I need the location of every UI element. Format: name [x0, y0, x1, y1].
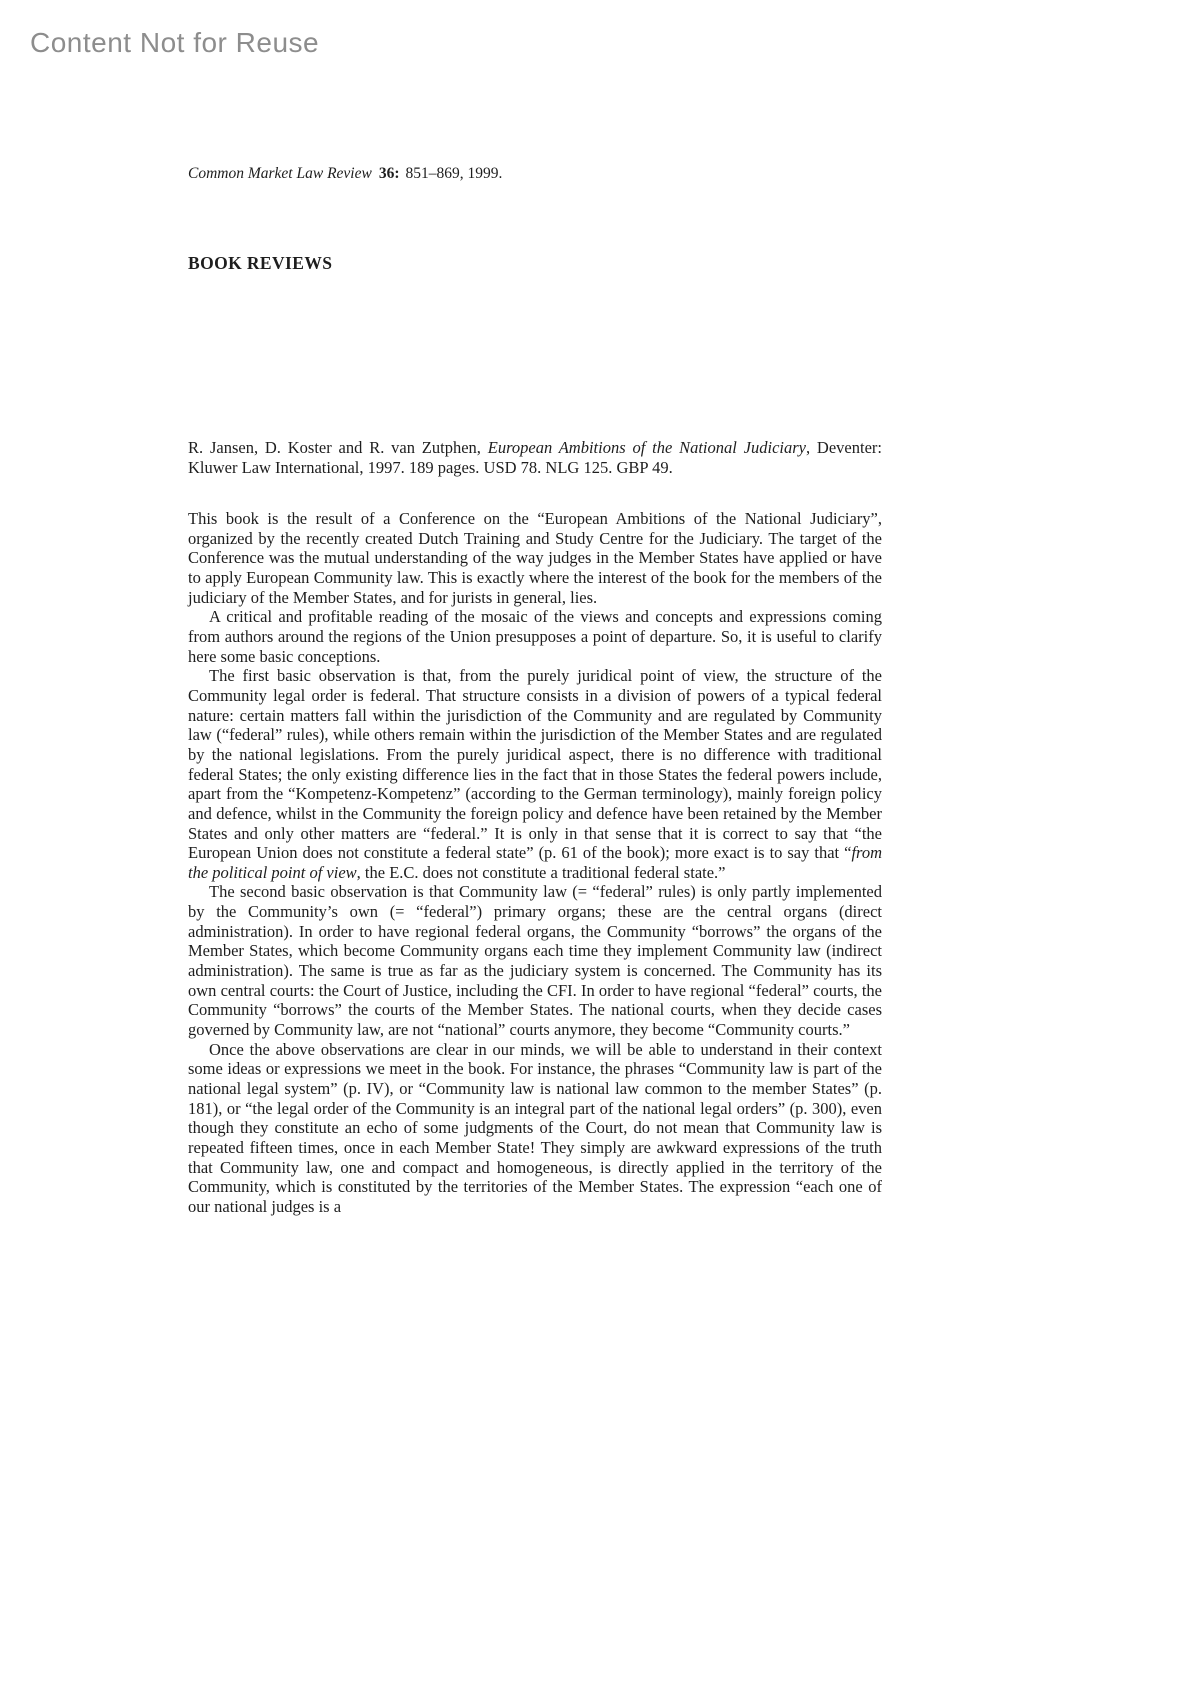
review-body: [188, 509, 882, 1217]
italic-text-segment: from the political point of view: [188, 843, 882, 882]
review-paragraph: [188, 666, 882, 882]
citation-authors: R. Jansen, D. Koster and R. van Zutphen,: [188, 438, 488, 457]
text-segment: A critical and profitable reading of the mosaic of the views and concepts and expressions coming from authors around the regions of the Union presupposes a point of departure. So, it is useful to clarify here some basic conceptions.: [188, 607, 882, 666]
text-segment: The second basic observation is that Community law (= “federal” rules) is only partly implemented by the Community’s own (= “federal”) primary organs; these are the central organs (direct administration). In order to have regional federal organs, the Community “borrows” the organs of the Member States, which become Community organs each time they implement Community law (indirect administration). The same is true as far as the judiciary system is concerned. The Community has its own central courts: the Court of Justice, including the CFI. In order to have regional “federal” courts, the Community “borrows” the courts of the Member States. The national courts, when they decide cases governed by Community law, are not “national” courts anymore, they become “Community courts.”: [188, 882, 882, 1040]
text-segment: This book is the result of a Conference on the “European Ambitions of the National Judiciary”, organized by the recently created Dutch Training and Study Centre for the Judiciary. The target of the Conference was the mutual understanding of the way judges in the Member States have applied or have to apply European Community law. This is exactly where the interest of the book for the members of the judiciary of the Member States, and for jurists in general, lies.: [188, 509, 882, 607]
text-segment: , the E.C. does not constitute a traditional federal state.”: [356, 862, 726, 882]
review-paragraph: [188, 1040, 882, 1217]
section-heading: BOOK REVIEWS: [188, 253, 333, 273]
text-segment: The first basic observation is that, from the purely juridical point of view, the structure of the Community legal order is federal. That structure consists in a division of powers of a typical federal nature: certain matters fall within the jurisdiction of the Community and are regulated by Community law (“federal” rules), while others remain within the jurisdiction of the Member States and are regulated by the national legislations. From the purely juridical aspect, there is no difference with traditional federal States; the only existing difference lies in the fact that in those States the federal powers include, apart from the “Kompetenz-Kompetenz” (according to the German terminology), mainly foreign policy and defence, whilst in the Community the foreign policy and defence have been retained by the Member States and only other matters are “federal.” It is only in that sense that it is correct to say that “the European Union does not constitute a federal state” (p. 61 of the book); more exact is to say that “: [188, 666, 882, 863]
journal-volume: 36:: [378, 165, 400, 182]
citation-book-title: European Ambitions of the National Judiciary: [487, 438, 806, 457]
text-segment: Once the above observations are clear in our minds, we will be able to understand in their context some ideas or expressions we meet in the book. For instance, the phrases “Community law is part of the national legal system” (p. IV), or “Community law is national law common to the member States” (p. 181), or “the legal order of the Community is an integral part of the national legal orders” (p. 300), even though they constitute an echo of some judgments of the Court, do not mean that Community law is repeated fifteen times, once in each Member State! They simply are awkward expressions of the truth that Community law, one and compact and homogeneous, is directly applied in the territory of the Community, which is constituted by the territories of the Member States. The expression “each one of our national judges is a: [188, 1039, 882, 1216]
journal-pages: 851–869, 1999.: [405, 165, 503, 182]
journal-name: Common Market Law Review: [188, 165, 372, 182]
journal-header: [188, 165, 502, 183]
review-paragraph: [188, 882, 882, 1039]
review-paragraph: [188, 607, 882, 666]
citation-details: , Deventer: Kluwer Law International, 1997. 189 pages. USD 78. NLG 125. GBP 49.: [188, 438, 882, 477]
review-paragraph: [188, 509, 882, 607]
book-citation: [188, 438, 882, 478]
watermark-text: Content Not for Reuse: [30, 27, 320, 58]
